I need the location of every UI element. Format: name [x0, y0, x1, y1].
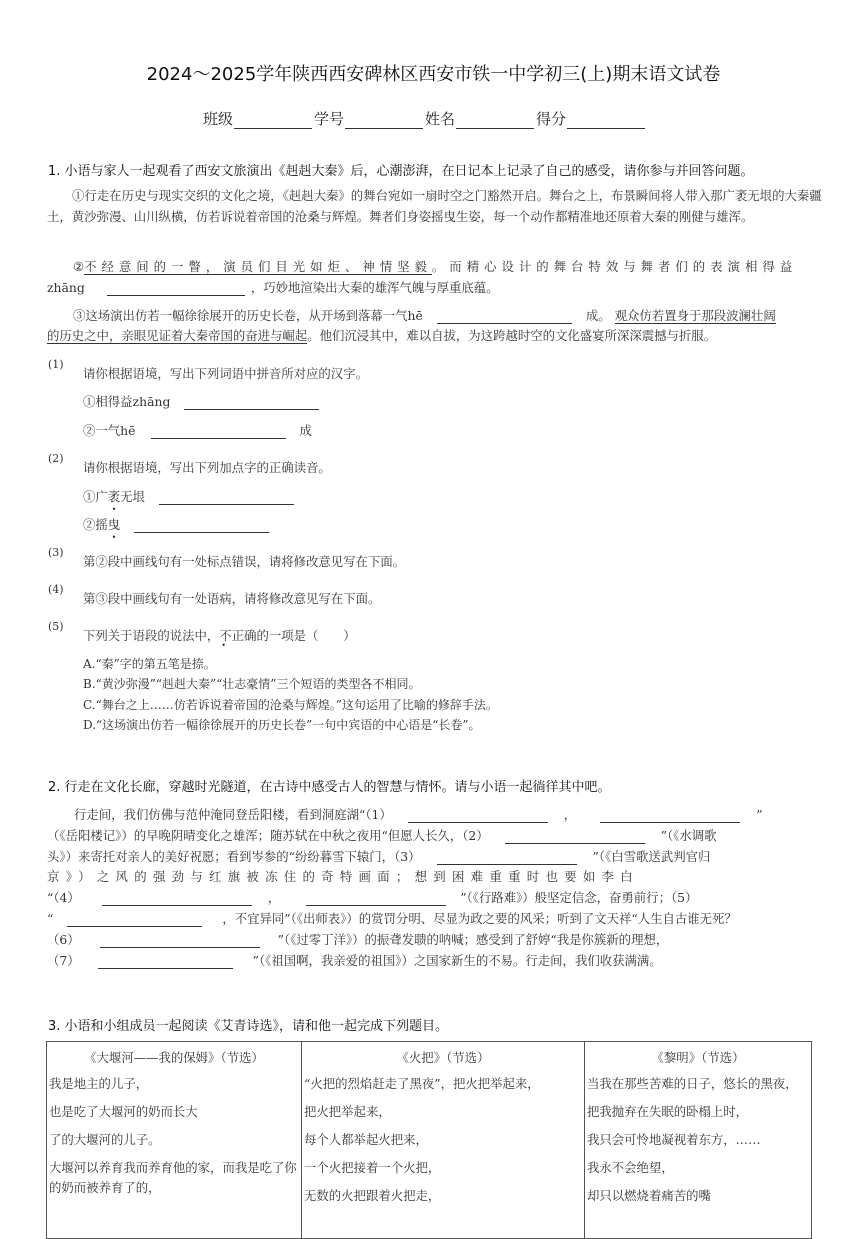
id-label: 学号: [314, 110, 345, 128]
poems-table: [46, 1041, 812, 1239]
dotted-char-ye: 曳: [107, 517, 121, 532]
sub-q1-item-a: [83, 392, 319, 410]
pinyin-zhang: zhāng: [47, 280, 85, 295]
q2-line-3-text: 头》）来寄托对亲人的美好祝愿；看到岑参的“纷纷暮雪下辕门，（3）: [47, 849, 421, 864]
sub-q1-item-b-label: ②一气hē: [83, 423, 136, 438]
sub-q2-blank-b[interactable]: [134, 520, 269, 533]
q2-line-2: [47, 826, 717, 844]
para-3-cheng: 成。: [585, 308, 611, 323]
q1-paragraph-3-line-2: [47, 326, 716, 344]
q2-blank-4a[interactable]: [102, 893, 252, 906]
sub-q4-number: (4): [48, 583, 64, 596]
q2-line-1-comma: ，: [563, 807, 577, 822]
option-d[interactable]: D.“这场演出仿若一幅徐徐展开的历史长卷”一句中宾语的中心语是“长卷”。: [83, 718, 481, 732]
q2-blank-1b[interactable]: [600, 810, 740, 823]
q2-line-3: [47, 847, 710, 865]
sub-q1-text: 请你根据语境，写出下列词语中拼音所对应的汉字。: [83, 366, 368, 381]
q2-blank-7[interactable]: [98, 956, 233, 969]
poem-line: 我是地主的儿子，: [49, 1076, 149, 1091]
q2-line-4: 京》）之风的强劲与红旗被冻住的奇特画面；想到困难重重时也要如李白: [47, 869, 639, 884]
q2-line-5-comma: ，: [267, 890, 281, 905]
q2-line-7-tail: ”（《过零丁洋》）的振聋发聩的呐喊；感受到了舒婷“我是你簇新的理想，: [277, 932, 669, 947]
q2-line-7-text: （6）: [47, 932, 80, 947]
sub-q1-number: (1): [48, 358, 64, 371]
q2-line-1-quote: ”: [756, 807, 763, 822]
underlined-sentence-3a: 观众仿若置身于那段波澜壮阔: [614, 308, 776, 323]
sub-q2-item-a: [83, 487, 294, 505]
para-2-tail: ，巧妙地渲染出大秦的雄浑气魄与厚重底蕴。: [250, 280, 499, 295]
blank-he[interactable]: [437, 311, 572, 324]
poem-line: 当我在那些苦难的日子，悠长的黑夜，: [587, 1076, 798, 1091]
sub-q5-emphasis-text: 不正确: [219, 628, 257, 643]
para-3-text: ③这场演出仿若一幅徐徐展开的历史长卷，从开场到落幕一气hē: [73, 308, 423, 323]
q2-line-6-tail: ，不宜异同”（《出师表》）的赏罚分明、尽显为政之要的风采；听到了文天祥“人生自古谁无死？: [222, 911, 737, 926]
q1-paragraph-2-line-1: [73, 257, 797, 275]
poem-cell-dayanhe: [47, 1042, 302, 1239]
q2-line-1-text: 行走间，我们仿佛与范仲淹同登岳阳楼，看到洞庭湖“（1）: [74, 807, 392, 822]
q2-line-1: [74, 805, 763, 823]
sub-q5-text: [83, 626, 356, 650]
poem-title: 《黎明》（节选）: [651, 1050, 745, 1065]
sub-q1-blank-b[interactable]: [151, 426, 286, 439]
sub-q5-stem-a: 下列关于语段的说法中，: [83, 628, 220, 643]
sub-q2-number: (2): [48, 452, 64, 465]
q2-line-5-tail: ”（《行路难》）般坚定信念，奋勇前行；（5）: [460, 890, 698, 905]
q2-line-8-text: （7）: [47, 953, 80, 968]
poem-line: 我只会可怜地凝视着东方，……: [587, 1132, 761, 1147]
option-b[interactable]: B.“黄沙弥漫”“赳赳大秦”“壮志豪情”三个短语的类型各不相同。: [83, 677, 421, 691]
sub-q3-number: (3): [48, 546, 64, 559]
option-a[interactable]: A.“秦”字的第五笔是捺。: [83, 657, 216, 671]
poem-line: 一个火把接着一个火把，: [304, 1160, 441, 1175]
poem-line: 也是吃了大堰河的奶而长大: [49, 1104, 198, 1119]
q2-line-2-tail: ”（《水调歌: [660, 828, 717, 843]
q2-line-6-quote: “: [47, 911, 54, 926]
sub-q2-item-b: [83, 515, 269, 533]
poem-line: 大堰河以养育我而养育他的家，而我是吃了你的奶而被养育了的，: [49, 1160, 297, 1195]
option-c[interactable]: C.“舞台之上……仿若诉说着帝国的沧桑与辉煌。”这句运用了比喻的修辞手法。: [83, 698, 498, 712]
sub-q5-emphasis: [219, 628, 257, 650]
sub-q2-text: 请你根据语境，写出下列加点字的正确读音。: [83, 460, 331, 475]
para-2-marker: ②: [73, 259, 85, 274]
sub-q2-a-suffix: 无垠: [120, 489, 145, 504]
question-1-heading: 1. 小语与家人一起观看了西安文旅演出《赳赳大秦》后，心潮澎湃，在日记本上记录了自己的感受，请你参与并回答问题。: [48, 164, 754, 179]
sub-q4-text: 第③段中画线句有一处语病，请将修改意见写在下面。: [83, 591, 381, 606]
q2-line-3-tail: ”（《白雪歌送武判官归: [592, 849, 711, 864]
class-blank[interactable]: [234, 114, 312, 129]
poem-line: 每个人都举起火把来，: [304, 1132, 428, 1147]
q2-line-8: [47, 951, 662, 969]
blank-zhang[interactable]: [107, 283, 245, 296]
poem-line: 把火把举起来，: [304, 1104, 391, 1119]
question-3-heading: 3. 小语和小组成员一起阅读《艾青诗选》，请和他一起完成下列题目。: [48, 1019, 449, 1034]
poem-line: 却只以燃烧着痛苦的嘴: [587, 1188, 711, 1203]
student-info: [203, 108, 647, 129]
q2-blank-5[interactable]: [67, 914, 202, 927]
underlined-sentence-2: 不经意间的一瞥，演员们目光如炬、神情坚毅: [84, 259, 432, 274]
sub-q1-item-b: [83, 421, 312, 439]
poem-cell-liming: [585, 1042, 812, 1239]
sub-q2-a-prefix: ①广: [83, 489, 108, 504]
sub-q2-b-prefix: ②摇: [83, 517, 108, 532]
name-label: 姓名: [425, 110, 456, 128]
q2-blank-6[interactable]: [100, 935, 260, 948]
q2-line-6: [47, 909, 737, 927]
q1-paragraph-2-line-2: [47, 278, 499, 296]
poem-line: 无数的火把跟着火把走，: [304, 1188, 441, 1203]
para-3-tail: 。他们沉浸其中，难以自拔，为这跨越时空的文化盛宴所深深震撼与折服。: [307, 328, 717, 343]
sub-q3-text: 第②段中画线句有一处标点错误，请将修改意见写在下面。: [83, 554, 406, 569]
sub-q1-blank-a[interactable]: [184, 397, 319, 410]
q2-line-2-text: （《岳阳楼记》）的早晚阴晴变化之雄浑；随苏轼在中秋之夜用“但愿人长久，（2）: [47, 828, 489, 843]
q2-blank-1a[interactable]: [408, 810, 548, 823]
id-blank[interactable]: [345, 114, 423, 129]
score-label: 得分: [536, 110, 567, 128]
q2-line-8-tail: ”（《祖国啊，我亲爱的祖国》）之国家新生的不易。行走间，我们收获满满。: [252, 953, 662, 968]
q2-blank-2[interactable]: [505, 831, 645, 844]
q2-line-5: [47, 888, 697, 906]
q2-line-7: [47, 930, 668, 948]
q1-paragraph-3-line-1: [73, 306, 776, 324]
q2-blank-3[interactable]: [437, 852, 577, 865]
para-2-text: 。而精心设计的舞台特效与舞者们的表演相得益: [431, 259, 798, 274]
sub-q1-item-b-tail: 成: [299, 423, 312, 438]
poem-title: 《火把》（节选）: [396, 1050, 490, 1065]
score-blank[interactable]: [567, 114, 645, 129]
q2-line-5-text: “（4）: [47, 890, 80, 905]
sub-q1-item-a-label: ①相得益zhāng: [83, 394, 171, 409]
page-title: 2024～2025学年陕西西安碑林区西安市铁一中学初三(上)期末语文试卷: [146, 64, 721, 85]
q2-blank-4b[interactable]: [306, 893, 446, 906]
sub-q5-number: (5): [48, 620, 64, 633]
poem-line: “火把的烈焰赶走了黑夜”，把火把举起来，: [304, 1076, 540, 1091]
sub-q2-blank-a[interactable]: [159, 492, 294, 505]
sub-q5-stem-c: 的一项是（ ）: [256, 628, 356, 643]
underlined-sentence-3b: 的历史之中，亲眼见证着大秦帝国的奋进与崛起: [47, 328, 308, 343]
emphasis-dot-icon: •: [221, 641, 227, 650]
name-blank[interactable]: [456, 114, 534, 129]
poem-line: 我永不会绝望，: [587, 1160, 674, 1175]
poem-cell-huoba: [302, 1042, 585, 1239]
poem-line: 把我抛弃在失眠的卧榻上时，: [587, 1104, 749, 1119]
class-label: 班级: [203, 110, 234, 128]
q1-paragraph-1: ①行走在历史与现实交织的文化之境，《赳赳大秦》的舞台宛如一扇时空之门豁然开启。舞台之上，布景瞬间将人带入那广袤无垠的大秦疆土，黄沙弥漫、山川纵横，仿若诉说着帝国的沧桑与辉煌。舞者们身姿摇曳生姿，每一个动作都精准地还原着大秦的刚健与雄浑。: [47, 188, 822, 224]
poem-line: 了的大堰河的儿子。: [49, 1132, 161, 1147]
dotted-char-mao: 袤: [107, 489, 121, 504]
question-2-heading: 2. 行走在文化长廊，穿越时光隧道，在古诗中感受古人的智慧与情怀。请与小语一起徜徉其中吧。: [48, 780, 611, 795]
poem-title: 《大堰河——我的保姆》（节选）: [84, 1050, 264, 1065]
poems-row: [47, 1042, 812, 1239]
